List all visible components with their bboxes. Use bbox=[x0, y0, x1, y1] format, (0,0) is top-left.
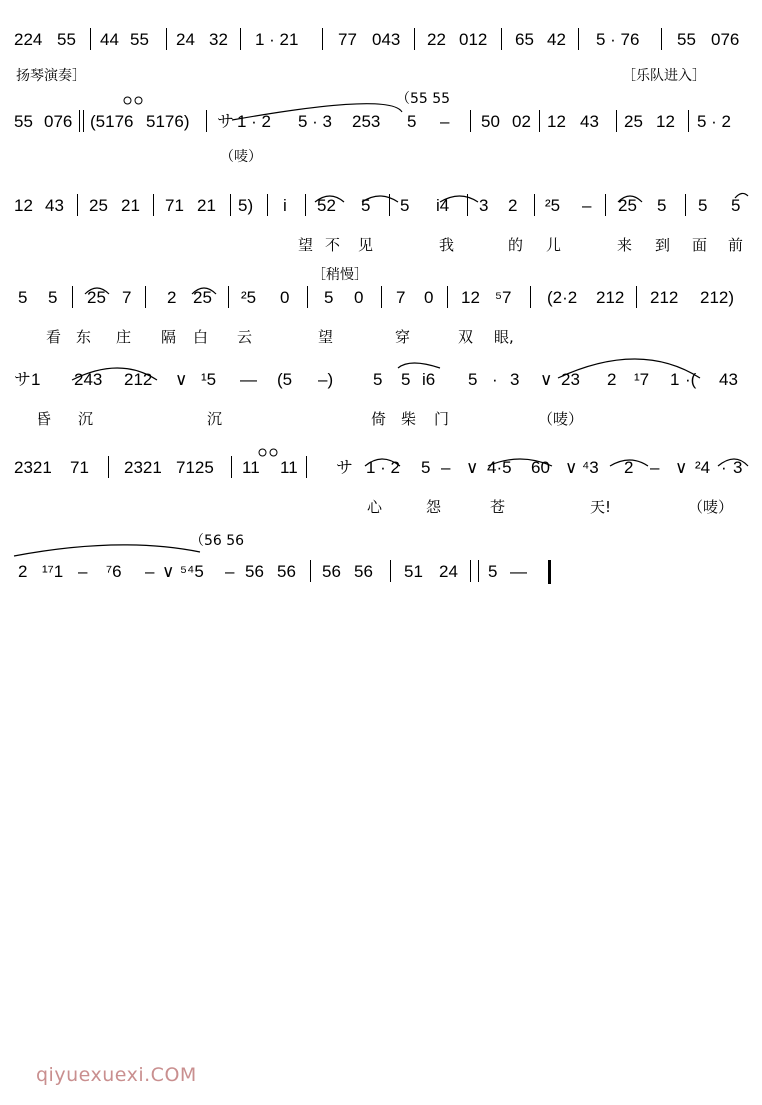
lyric-syllable: 望 bbox=[298, 236, 314, 254]
bar-line bbox=[206, 110, 207, 132]
note-group: ⁵7 bbox=[495, 288, 512, 307]
note-group: ·( bbox=[685, 370, 697, 389]
score-row bbox=[0, 30, 762, 90]
note-group: ¹7 bbox=[634, 370, 650, 389]
note-group: · bbox=[721, 458, 727, 477]
note-group: 5 bbox=[657, 196, 667, 215]
note-group: 25 bbox=[87, 288, 106, 307]
note-group: 212) bbox=[700, 288, 735, 307]
lyric-syllable: 沉 bbox=[78, 410, 94, 428]
note-group: 12 bbox=[656, 112, 675, 131]
bar-line bbox=[231, 456, 232, 478]
note-group: 1 · 21 bbox=[255, 30, 299, 49]
performance-annotation: ［乐队进入］ bbox=[622, 68, 706, 84]
note-group: 5 · 76 bbox=[596, 30, 640, 49]
note-group: 2 bbox=[167, 288, 177, 307]
bar-line bbox=[501, 28, 502, 50]
note-group: 5 bbox=[18, 288, 28, 307]
note-group: ∨ bbox=[175, 370, 188, 389]
note-group: 25 bbox=[89, 196, 108, 215]
performance-annotation: ［稍慢］ bbox=[312, 267, 368, 283]
lyric-syllable: 云 bbox=[237, 328, 253, 346]
bar-line bbox=[240, 28, 241, 50]
note-group: i6 bbox=[422, 370, 436, 389]
bar-line bbox=[534, 194, 535, 216]
lyric-syllable: 柴 bbox=[401, 410, 417, 428]
note-group: i bbox=[283, 196, 287, 215]
score-row bbox=[0, 91, 762, 172]
note-group: i4 bbox=[436, 196, 450, 215]
note-group: 5 bbox=[407, 112, 417, 131]
performance-annotation: （55 55 bbox=[396, 91, 451, 107]
note-group: 24 bbox=[439, 562, 458, 581]
note-group: 56 bbox=[277, 562, 296, 581]
bar-line bbox=[306, 456, 307, 478]
note-group: 212 bbox=[596, 288, 625, 307]
note-group: 2 bbox=[508, 196, 518, 215]
bar-line bbox=[478, 560, 479, 582]
note-group: 2 bbox=[624, 458, 634, 477]
note-group: 51 bbox=[404, 562, 423, 581]
note-group: ∨ bbox=[675, 458, 688, 477]
lyric-syllable: 到 bbox=[655, 236, 671, 254]
bar-line bbox=[307, 286, 308, 308]
bar-line bbox=[267, 194, 268, 216]
note-group: 5 · 2 bbox=[697, 112, 732, 131]
note-group: 5 bbox=[48, 288, 58, 307]
lyric-syllable: 来 bbox=[617, 236, 633, 254]
bar-line bbox=[539, 110, 540, 132]
note-group: 7 bbox=[396, 288, 406, 307]
bar-line bbox=[661, 28, 662, 50]
bar-line bbox=[414, 28, 415, 50]
note-group: サ bbox=[217, 112, 234, 131]
note-group: 43 bbox=[719, 370, 738, 389]
bar-line bbox=[166, 28, 167, 50]
bar-line bbox=[470, 110, 471, 132]
note-group: 12 bbox=[547, 112, 566, 131]
note-group: 5 bbox=[401, 370, 411, 389]
lyric-syllable: 前 bbox=[728, 236, 744, 254]
note-group: 3 bbox=[733, 458, 743, 477]
note-group: 5 bbox=[698, 196, 708, 215]
note-group: 56 bbox=[354, 562, 373, 581]
note-group: 42 bbox=[547, 30, 566, 49]
note-group: 11 bbox=[280, 458, 298, 477]
bar-line bbox=[72, 286, 73, 308]
lyric-syllable: 看 bbox=[46, 328, 62, 346]
note-group: 4·5 bbox=[487, 458, 512, 477]
note-group: 212 bbox=[124, 370, 153, 389]
note-group: 25 bbox=[193, 288, 212, 307]
bar-line bbox=[470, 560, 471, 582]
note-group: 50 bbox=[481, 112, 500, 131]
bar-line bbox=[310, 560, 311, 582]
lyric-syllable: 见 bbox=[358, 236, 374, 254]
note-group: 3 bbox=[479, 196, 489, 215]
note-group: 0 bbox=[354, 288, 364, 307]
note-group: 043 bbox=[372, 30, 401, 49]
bar-line bbox=[530, 286, 531, 308]
note-group: 55 bbox=[57, 30, 76, 49]
lyric-syllable: 望 bbox=[318, 328, 334, 346]
note-group: ⁴3 bbox=[582, 458, 599, 477]
bar-line bbox=[145, 286, 146, 308]
note-group: –) bbox=[318, 370, 334, 389]
note-group: 60 bbox=[531, 458, 550, 477]
note-group: 5 bbox=[488, 562, 498, 581]
note-group: 0 bbox=[280, 288, 290, 307]
note-group: 21 bbox=[121, 196, 140, 215]
bar-line bbox=[77, 194, 78, 216]
score-row bbox=[0, 458, 762, 518]
note-group: 12 bbox=[461, 288, 480, 307]
bar-line bbox=[230, 194, 231, 216]
lyric-syllable: （唛） bbox=[688, 498, 734, 516]
note-group: 3 bbox=[510, 370, 520, 389]
note-group: 43 bbox=[45, 196, 64, 215]
lyric-syllable: 天! bbox=[590, 498, 612, 516]
note-group: 5 · 3 bbox=[298, 112, 333, 131]
note-group: 55 bbox=[677, 30, 696, 49]
note-group: 12 bbox=[14, 196, 33, 215]
lyric-syllable: 我 bbox=[439, 236, 455, 254]
note-group: ⁷6 bbox=[106, 562, 122, 581]
bar-line bbox=[578, 28, 579, 50]
note-group: 25 bbox=[624, 112, 643, 131]
performance-annotation: （唛） bbox=[220, 149, 262, 165]
note-group: (5 bbox=[277, 370, 293, 389]
bar-line bbox=[153, 194, 154, 216]
lyric-syllable: 白 bbox=[193, 328, 209, 346]
note-group: 52 bbox=[317, 196, 336, 215]
bar-line bbox=[636, 286, 637, 308]
note-group: 0 bbox=[424, 288, 434, 307]
note-group: 1 bbox=[670, 370, 680, 389]
bar-line bbox=[447, 286, 448, 308]
lyric-syllable: 心 bbox=[367, 498, 383, 516]
note-group: 25 bbox=[618, 196, 637, 215]
lyric-syllable: 门 bbox=[434, 410, 450, 428]
note-group: 243 bbox=[74, 370, 103, 389]
score-row bbox=[0, 370, 762, 430]
bar-line bbox=[305, 194, 306, 216]
lyric-syllable: 面 bbox=[692, 236, 708, 254]
lyric-syllable: 的 bbox=[508, 236, 524, 254]
final-bar-line bbox=[548, 560, 551, 584]
note-group: 71 bbox=[70, 458, 89, 477]
note-group: 7125 bbox=[176, 458, 214, 477]
note-group: 02 bbox=[512, 112, 531, 131]
lyric-syllable: 隔 bbox=[161, 328, 177, 346]
note-group: ∨ bbox=[466, 458, 479, 477]
note-group: ²4 bbox=[695, 458, 711, 477]
note-group: – bbox=[225, 562, 235, 581]
bar-line bbox=[108, 456, 109, 478]
lyric-syllable: 昏 bbox=[36, 410, 52, 428]
lyric-syllable: （唛） bbox=[538, 410, 584, 428]
lyric-syllable: 倚 bbox=[371, 410, 387, 428]
bar-line bbox=[688, 110, 689, 132]
note-group: 076 bbox=[711, 30, 740, 49]
note-group: 212 bbox=[650, 288, 679, 307]
lyric-syllable: 眼, bbox=[494, 328, 514, 346]
note-group: 5 bbox=[731, 196, 741, 215]
note-group: 5 bbox=[421, 458, 431, 477]
score-row bbox=[0, 267, 762, 348]
note-group: ⁵⁴5 bbox=[180, 562, 204, 581]
note-group: サ bbox=[336, 458, 353, 477]
note-group: 56 bbox=[245, 562, 264, 581]
lyric-syllable: 不 bbox=[325, 236, 341, 254]
note-group: 224 bbox=[14, 30, 43, 49]
bar-line bbox=[685, 194, 686, 216]
note-group: 22 bbox=[427, 30, 446, 49]
note-group: サ1 bbox=[14, 370, 41, 389]
note-group: · bbox=[492, 370, 498, 389]
note-group: ²5 bbox=[545, 196, 561, 215]
bar-line bbox=[390, 560, 391, 582]
bar-line bbox=[605, 194, 606, 216]
bar-line bbox=[79, 110, 80, 132]
note-group: ∨ bbox=[162, 562, 175, 581]
lyric-syllable: 儿 bbox=[546, 236, 562, 254]
note-group: 1 · 2 bbox=[237, 112, 272, 131]
note-group: — bbox=[240, 370, 257, 389]
note-group: 5176) bbox=[146, 112, 190, 131]
note-group: ∨ bbox=[565, 458, 578, 477]
note-group: – bbox=[440, 112, 450, 131]
note-group: ²5 bbox=[241, 288, 257, 307]
bar-line bbox=[616, 110, 617, 132]
lyric-syllable: 庄 bbox=[116, 328, 132, 346]
note-group: 2 bbox=[18, 562, 28, 581]
bar-line bbox=[90, 28, 91, 50]
note-group: 076 bbox=[44, 112, 73, 131]
note-group: 43 bbox=[580, 112, 599, 131]
bar-line bbox=[228, 286, 229, 308]
note-group: 44 bbox=[100, 30, 119, 49]
note-group: 77 bbox=[338, 30, 357, 49]
note-group: 1 · 2 bbox=[366, 458, 401, 477]
bar-line bbox=[467, 194, 468, 216]
note-group: 56 bbox=[322, 562, 341, 581]
lyric-syllable: 东 bbox=[76, 328, 92, 346]
note-group: 65 bbox=[515, 30, 534, 49]
note-group: – bbox=[582, 196, 592, 215]
note-group: (5176 bbox=[90, 112, 134, 131]
note-group: – bbox=[650, 458, 660, 477]
note-group: 11 bbox=[242, 458, 260, 477]
performance-annotation: （56 56 bbox=[190, 533, 245, 549]
note-group: ¹⁷1 bbox=[42, 562, 64, 581]
score-row bbox=[0, 533, 762, 622]
note-group: — bbox=[510, 562, 527, 581]
note-group: 7 bbox=[122, 288, 132, 307]
note-group: 55 bbox=[130, 30, 149, 49]
lyric-syllable: 沉 bbox=[207, 410, 223, 428]
note-group: 2321 bbox=[124, 458, 162, 477]
note-group: 5 bbox=[400, 196, 410, 215]
note-group: 21 bbox=[197, 196, 216, 215]
bar-line bbox=[83, 110, 84, 132]
bar-line bbox=[389, 194, 390, 216]
performance-annotation: 扬琴演奏］ bbox=[16, 68, 86, 84]
note-group: 5 bbox=[468, 370, 478, 389]
note-group: (2·2 bbox=[547, 288, 578, 307]
note-group: 32 bbox=[209, 30, 228, 49]
note-group: ¹5 bbox=[201, 370, 217, 389]
note-group: 24 bbox=[176, 30, 195, 49]
lyric-syllable: 苍 bbox=[490, 498, 506, 516]
lyric-syllable: 双 bbox=[458, 328, 474, 346]
bar-line bbox=[322, 28, 323, 50]
note-group: – bbox=[441, 458, 451, 477]
note-group: 012 bbox=[459, 30, 488, 49]
note-group: – bbox=[145, 562, 155, 581]
note-group: 23 bbox=[561, 370, 580, 389]
bar-line bbox=[381, 286, 382, 308]
note-group: 5 bbox=[324, 288, 334, 307]
score-row bbox=[0, 196, 762, 256]
note-group: 2 bbox=[607, 370, 617, 389]
note-group: 5 bbox=[361, 196, 371, 215]
note-group: – bbox=[78, 562, 88, 581]
lyric-syllable: 穿 bbox=[395, 328, 411, 346]
lyric-syllable: 怨 bbox=[426, 498, 442, 516]
note-group: 5) bbox=[238, 196, 254, 215]
watermark: qiyuexuexi.COM bbox=[36, 1064, 197, 1086]
note-group: 71 bbox=[165, 196, 184, 215]
note-group: 5 bbox=[373, 370, 383, 389]
note-group: ∨ bbox=[540, 370, 553, 389]
note-group: 55 bbox=[14, 112, 33, 131]
note-group: 2321 bbox=[14, 458, 52, 477]
note-group: 253 bbox=[352, 112, 381, 131]
